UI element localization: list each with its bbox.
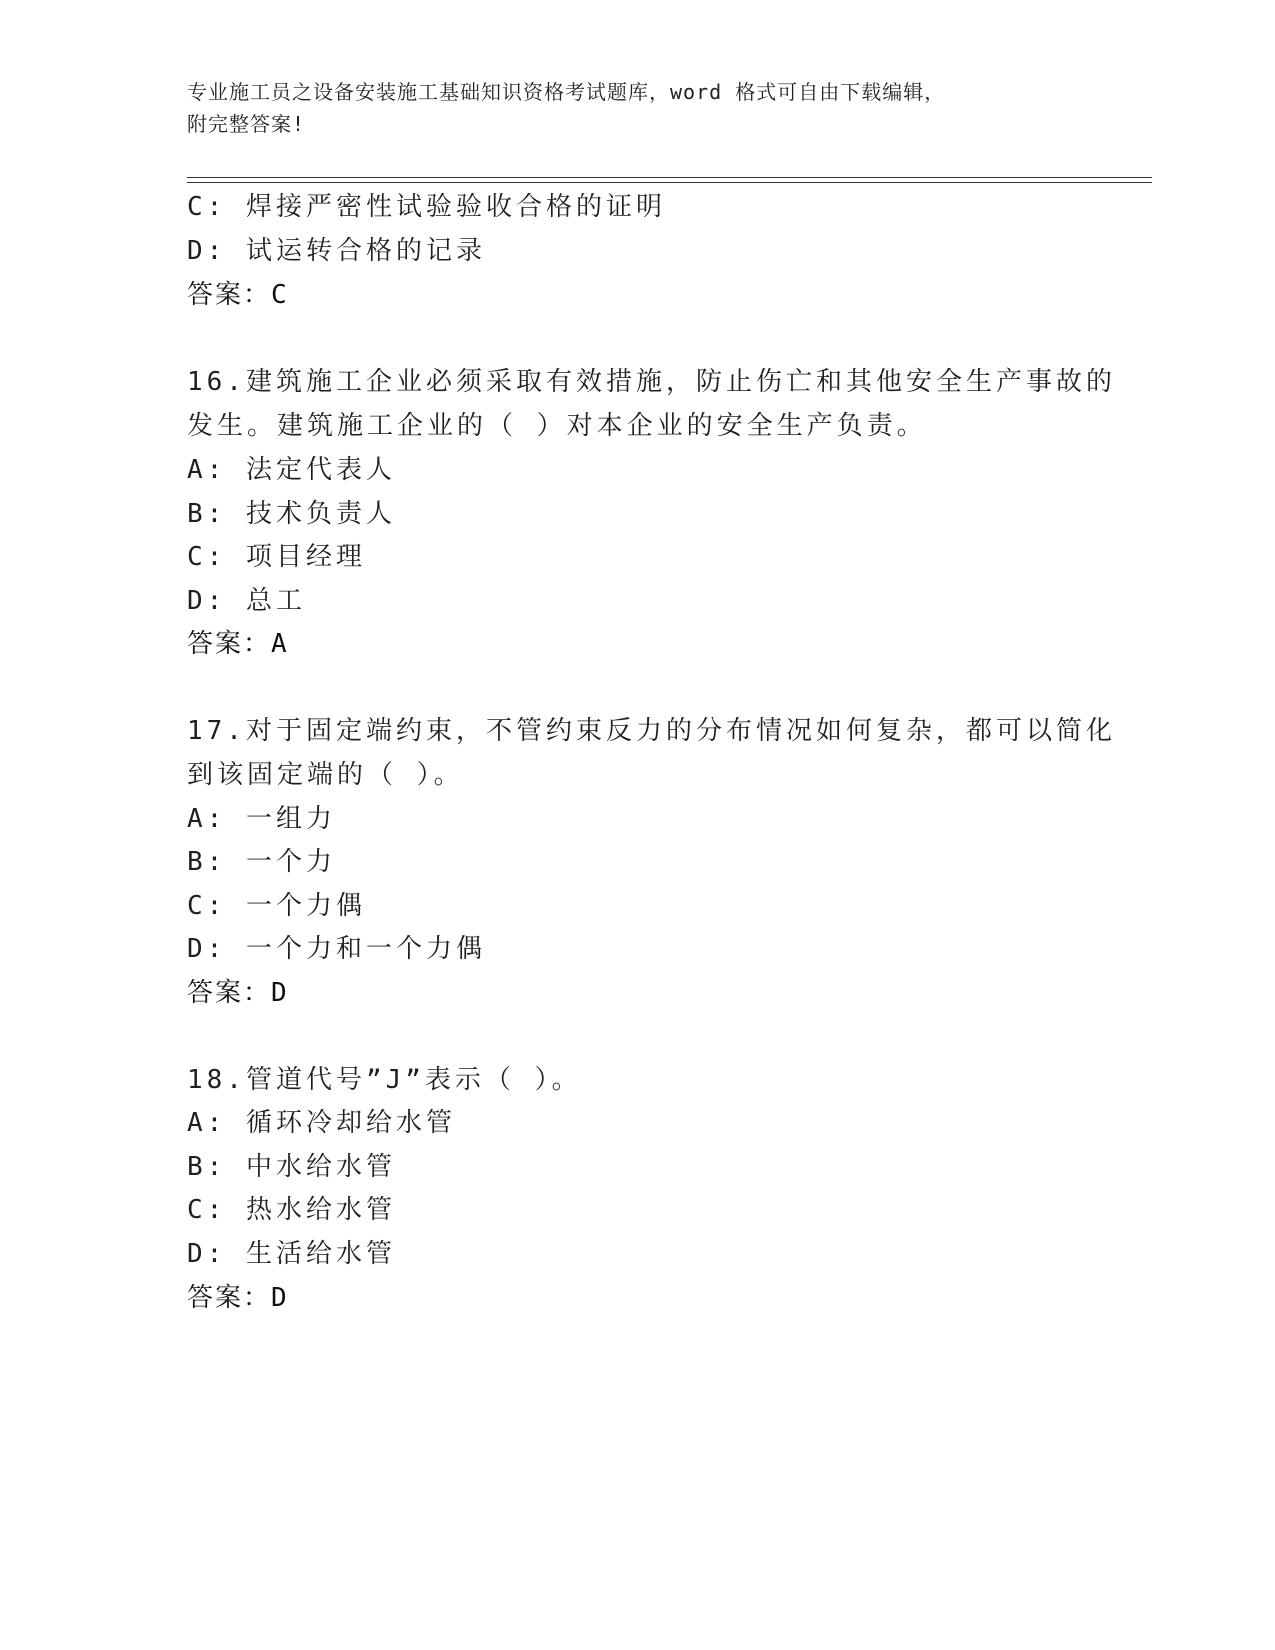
header-line-1: 专业施工员之设备安装施工基础知识资格考试题库，word 格式可自由下载编辑，: [187, 80, 946, 104]
question-line: 16.建筑施工企业必须采取有效措施，防止伤亡和其他安全生产事故的: [187, 367, 1116, 397]
option-line: D: 试运转合格的记录: [187, 236, 486, 266]
answer-line: 答案：C: [187, 280, 289, 310]
question-line: 17.对于固定端约束，不管约束反力的分布情况如何复杂，都可以简化: [187, 716, 1116, 746]
option-line: A: 一组力: [187, 804, 336, 834]
question-line: 发生。建筑施工企业的（ ）对本企业的安全生产负责。: [187, 411, 927, 441]
header-rule-top: [187, 177, 1152, 178]
header-rule-bottom: [187, 182, 1152, 183]
option-line: B: 一个力: [187, 847, 336, 877]
option-line: B: 中水给水管: [187, 1152, 396, 1182]
option-line: D: 一个力和一个力偶: [187, 934, 486, 964]
option-line: D: 总工: [187, 586, 306, 616]
header-line-2: 附完整答案!: [187, 112, 306, 136]
answer-line: 答案：A: [187, 629, 289, 659]
option-line: D: 生活给水管: [187, 1239, 396, 1269]
answer-line: 答案：D: [187, 1283, 289, 1313]
option-line: C: 焊接严密性试验验收合格的证明: [187, 192, 666, 222]
option-line: A: 法定代表人: [187, 455, 396, 485]
answer-line: 答案：D: [187, 978, 289, 1008]
option-line: C: 一个力偶: [187, 891, 366, 921]
question-line: 18.管道代号”J”表示（ ）。: [187, 1065, 582, 1095]
option-line: C: 热水给水管: [187, 1195, 396, 1225]
question-line: 到该固定端的（ ）。: [187, 760, 464, 790]
option-line: C: 项目经理: [187, 542, 366, 572]
option-line: B: 技术负责人: [187, 499, 396, 529]
option-line: A: 循环冷却给水管: [187, 1108, 456, 1138]
document-header: [187, 76, 1087, 140]
